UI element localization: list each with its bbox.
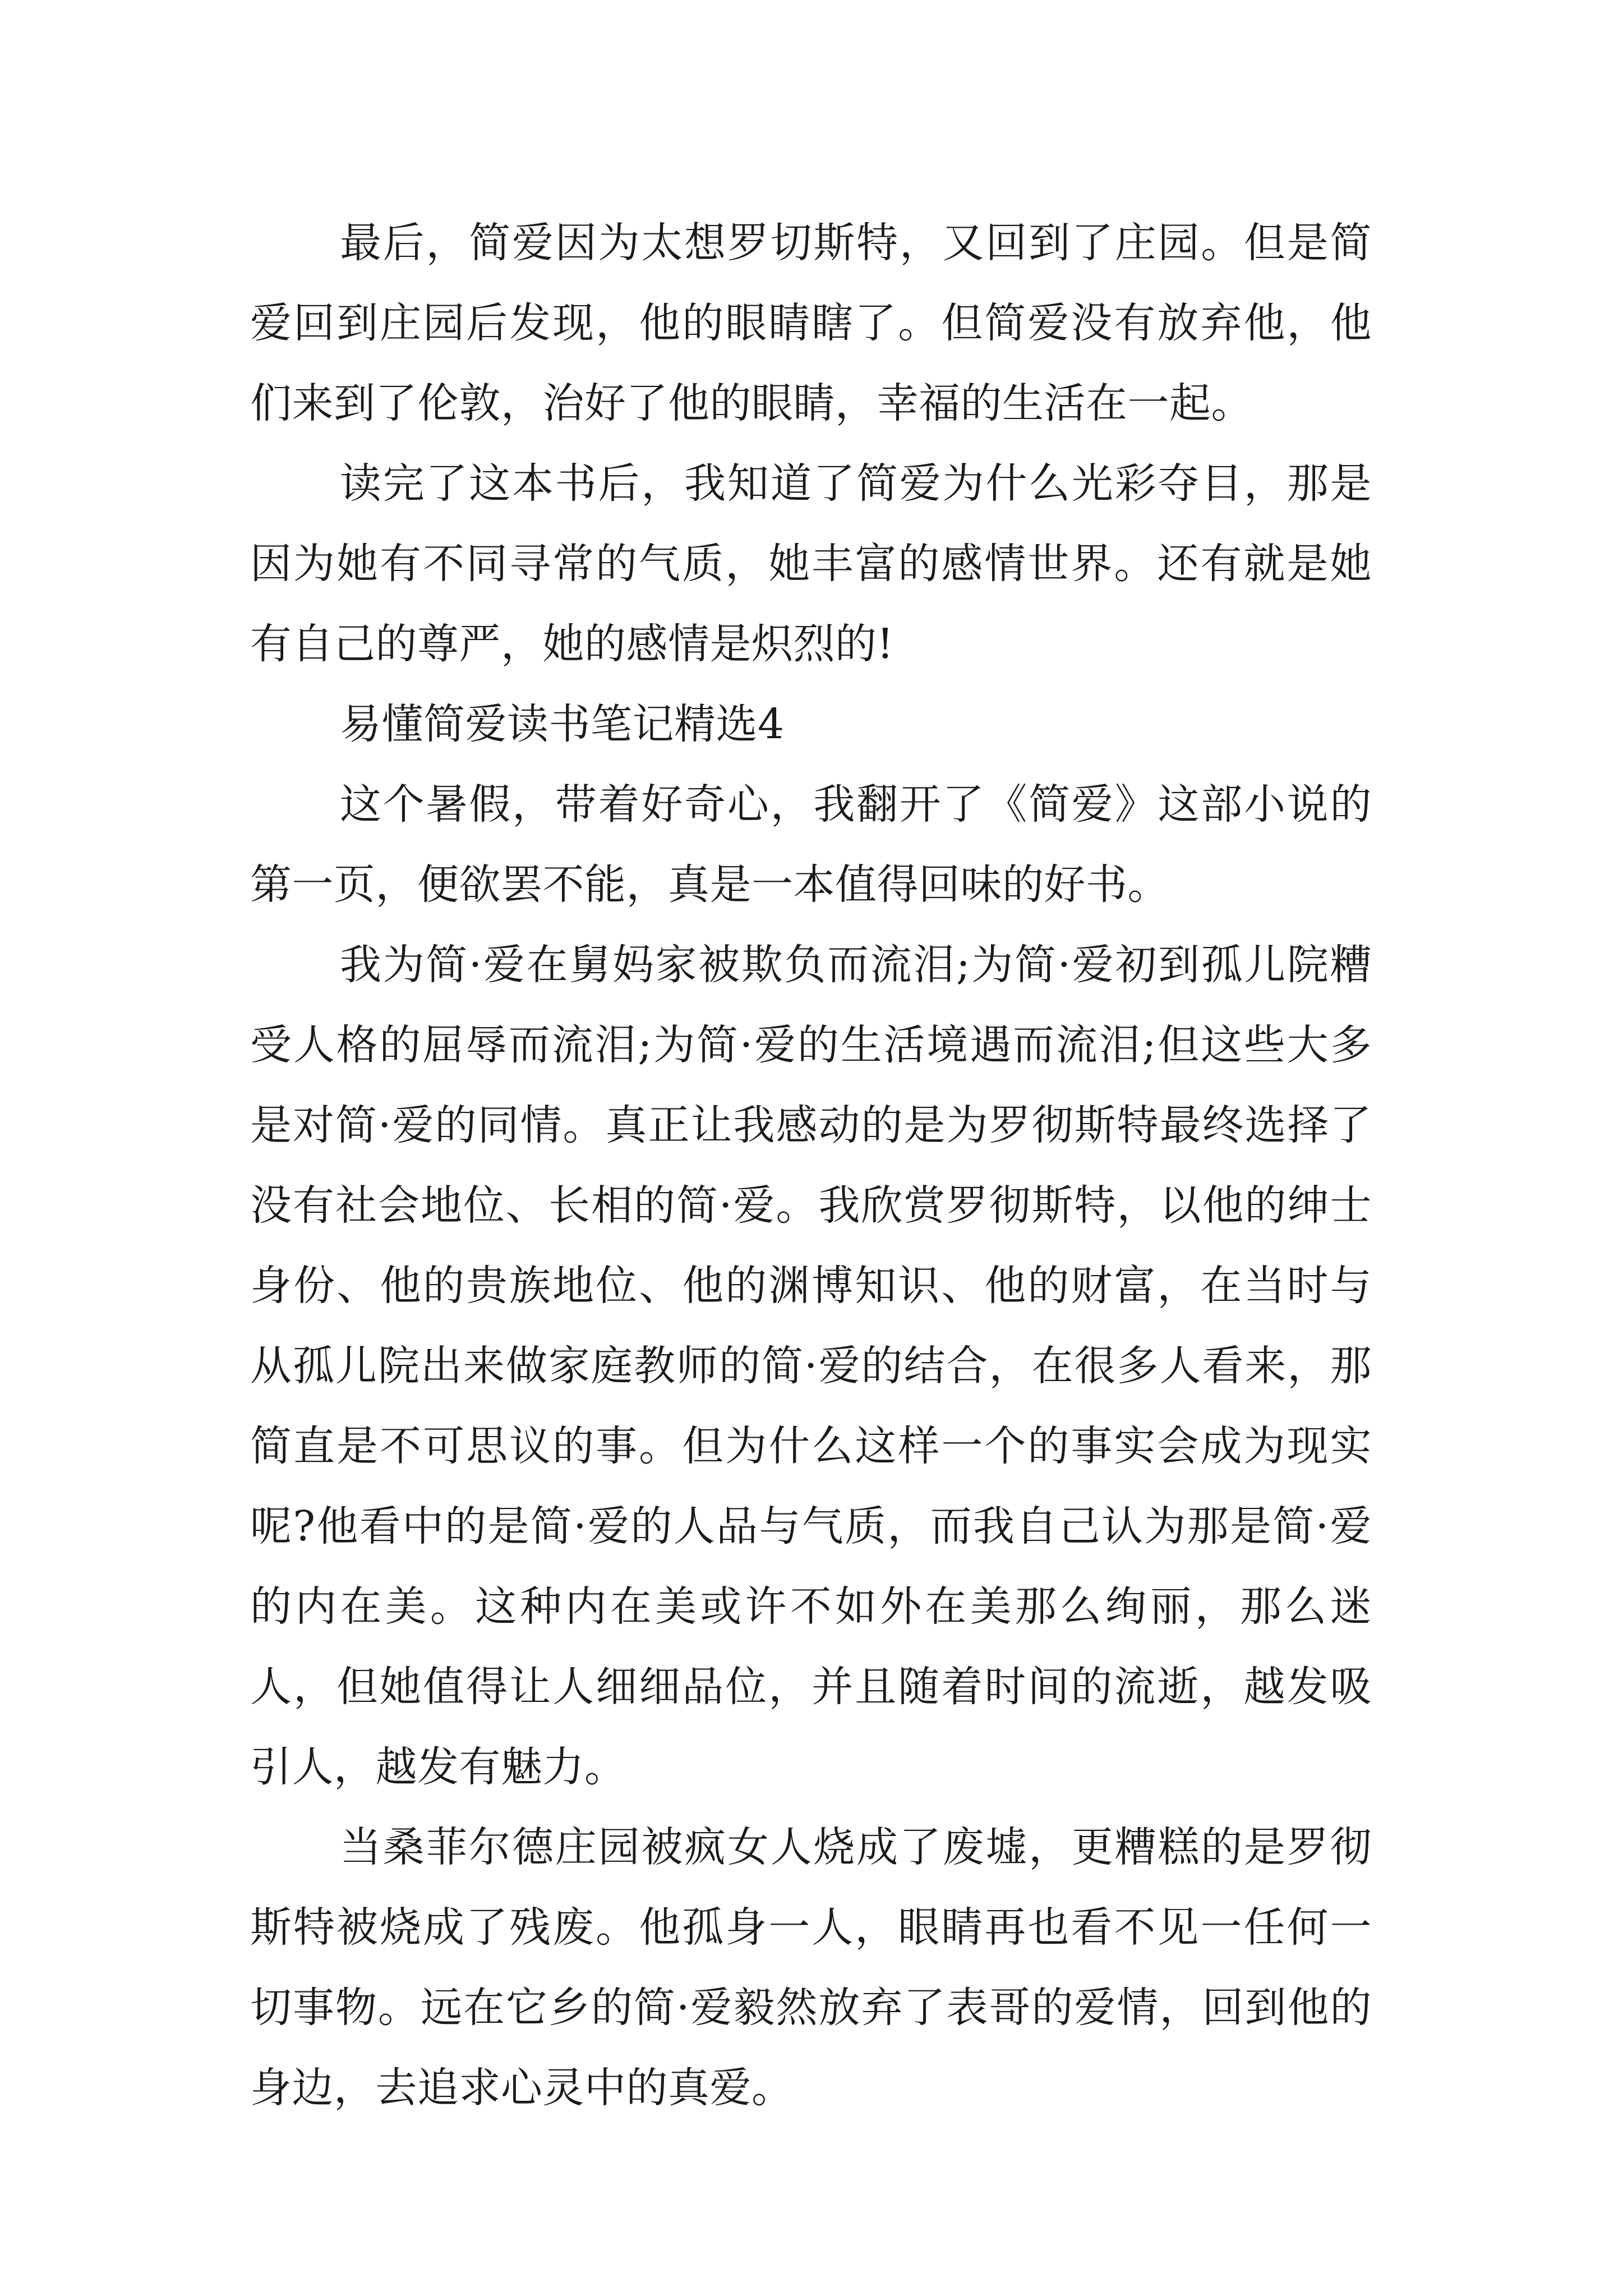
document-body <box>250 203 1372 2128</box>
paragraph-ending-story: 最后，简爱因为太想罗切斯特，又回到了庄园。但是简爱回到庄园后发现，他的眼睛瞎了。但简爱没有放弃他，他们来到了伦敦，治好了他的眼睛，幸福的生活在一起。 <box>250 219 1372 427</box>
paragraph-summer-reading: 这个暑假，带着好奇心，我翻开了《简爱》这部小说的第一页，便欲罢不能，真是一本值得回味的好书。 <box>250 780 1372 909</box>
paragraph-reflection: 读完了这本书后，我知道了简爱为什么光彩夺目，那是因为她有不同寻常的气质，她丰富的感情世界。还有就是她有自己的尊严，她的感情是炽烈的! <box>250 459 1372 668</box>
paragraph-inner-beauty: 我为简·爱在舅妈家被欺负而流泪;为简·爱初到孤儿院糟受人格的屈辱而流泪;为简·爱的生活境遇而流泪;但这些大多是对简·爱的同情。真正让我感动的是为罗彻斯特最终选择了没有社会地位、长相的简·爱。我欣赏罗彻斯特，以他的绅士身份、他的贵族地位、他的渊博知识、他的财富，在当时与从孤儿院出来做家庭教师的简·爱的结合，在很多人看来，那简直是不可思议的事。但为什么这样一个的事实会成为现实呢?他看中的是简·爱的人品与气质，而我自己认为那是简·爱的内在美。这种内在美或许不如外在美那么绚丽，那么迷人，但她值得让人细细品位，并且随着时间的流逝，越发吸引人，越发有魅力。 <box>250 941 1372 1791</box>
paragraph-thornfield-fire: 当桑菲尔德庄园被疯女人烧成了废墟，更糟糕的是罗彻斯特被烧成了残废。他孤身一人，眼睛再也看不见一任何一切事物。远在它乡的简·爱毅然放弃了表哥的爱情，回到他的身边，去追求心灵中的真爱。 <box>250 1823 1372 2112</box>
section-title: 易懂简爱读书笔记精选4 <box>340 700 785 748</box>
